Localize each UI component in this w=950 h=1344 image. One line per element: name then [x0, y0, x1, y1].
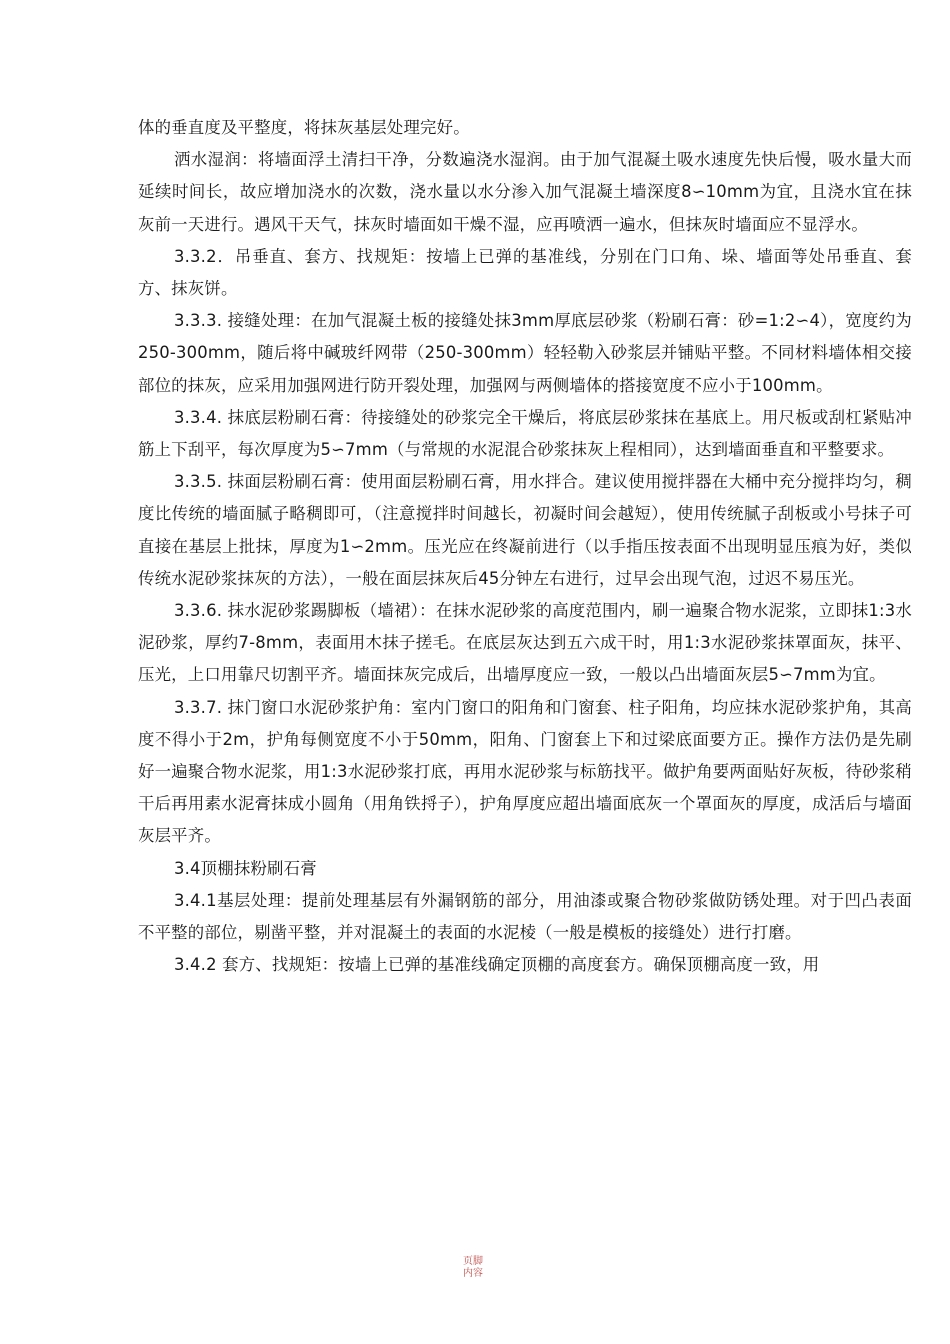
section-heading: 3.4顶棚抹粉刷石膏 [174, 858, 317, 878]
paragraph: 3.3.3. 接缝处理：在加气混凝土板的接缝处抹3mm厚底层砂浆（粉刷石膏：砂=1:2∽4），宽度约为250-300mm，随后将中碱玻纤网带（250-300mm）轻轻勒入砂浆层并铺贴平整。不同材料墙体相交接部位的抹灰，应采用加强网进行防开裂处理，加强网与两侧墙体的搭接宽度不应小于100mm。 [138, 311, 912, 395]
paragraph: 体的垂直度及平整度，将抹灰基层处理完好。 [138, 118, 470, 137]
paragraph: 3.3.6. 抹水泥砂浆踢脚板（墙裙）：在抹水泥砂浆的高度范围内，刷一遍聚合物水泥浆，立即抹1:3水泥砂浆，厚约7-8mm，表面用木抹子搓毛。在底层灰达到五六成干时，用1:3水泥砂浆抹罩面灰，抹平、压光，上口用靠尺切割平齐。墙面抹灰完成后，出墙厚度应一致，一般以凸出墙面灰层5∽7mm为宜。 [138, 601, 912, 685]
page-footer: 页脚内容 [463, 1256, 483, 1279]
paragraph: 3.3.5. 抹面层粉刷石膏：使用面层粉刷石膏，用水拌合。建议使用搅拌器在大桶中充分搅拌均匀，稠度比传统的墙面腻子略稠即可，（注意搅拌时间越长，初凝时间会越短），使用传统腻子刮板或小号抹子可直接在基层上批抹，厚度为1∽2mm。压光应在终凝前进行（以手指压按表面不出现明显压痕为好，类似传统水泥砂浆抹灰的方法），一般在面层抹灰后45分钟左右进行，过早会出现气泡，过迟不易压光。 [138, 472, 912, 588]
paragraph: 3.3.4. 抹底层粉刷石膏：待接缝处的砂浆完全干燥后，将底层砂浆抹在基底上。用尺板或刮杠紧贴冲筋上下刮平，每次厚度为5∽7mm（与常规的水泥混合砂浆抹灰上程相同），达到墙面垂直和平整要求。 [138, 407, 912, 460]
paragraph: 3.3.2．吊垂直、套方、找规矩：按墙上已弹的基准线，分别在门口角、垛、墙面等处吊垂直、套方、抹灰饼。 [138, 246, 912, 299]
paragraph: 3.3.7. 抹门窗口水泥砂浆护角：室内门窗口的阳角和门窗套、柱子阳角，均应抹水泥砂浆护角，其高度不得小于2m，护角每侧宽度不小于50mm，阳角、门窗套上下和过梁底面要方正。操作方法仍是先刷好一遍聚合物水泥浆，用1:3水泥砂浆打底，再用水泥砂浆与标筋找平。做护角要两面贴好灰板，待砂浆稍干后再用素水泥膏抹成小圆角（用角铁捋子），护角厚度应超出墙面底灰一个罩面灰的厚度，成活后与墙面灰层平齐。 [138, 697, 912, 846]
paragraph: 3.4.1基层处理：提前处理基层有外漏钢筋的部分，用油漆或聚合物砂浆做防锈处理。对于凹凸表面不平整的部位，剔凿平整，并对混凝土的表面的水泥棱（一般是模板的接缝处）进行打磨。 [138, 890, 912, 943]
document-body [138, 112, 912, 981]
paragraph: 洒水湿润：将墙面浮土清扫干净，分数遍浇水湿润。由于加气混凝土吸水速度先快后慢，吸水量大而延续时间长，故应增加浇水的次数，浇水量以水分渗入加气混凝土墙深度8∽10mm为宜，且浇水宜在抹灰前一天进行。遇风干天气，抹灰时墙面如干燥不湿，应再喷洒一遍水，但抹灰时墙面应不显浮水。 [138, 150, 912, 234]
paragraph: 3.4.2 套方、找规矩：按墙上已弹的基准线确定顶棚的高度套方。确保顶棚高度一致，用 [174, 955, 820, 975]
